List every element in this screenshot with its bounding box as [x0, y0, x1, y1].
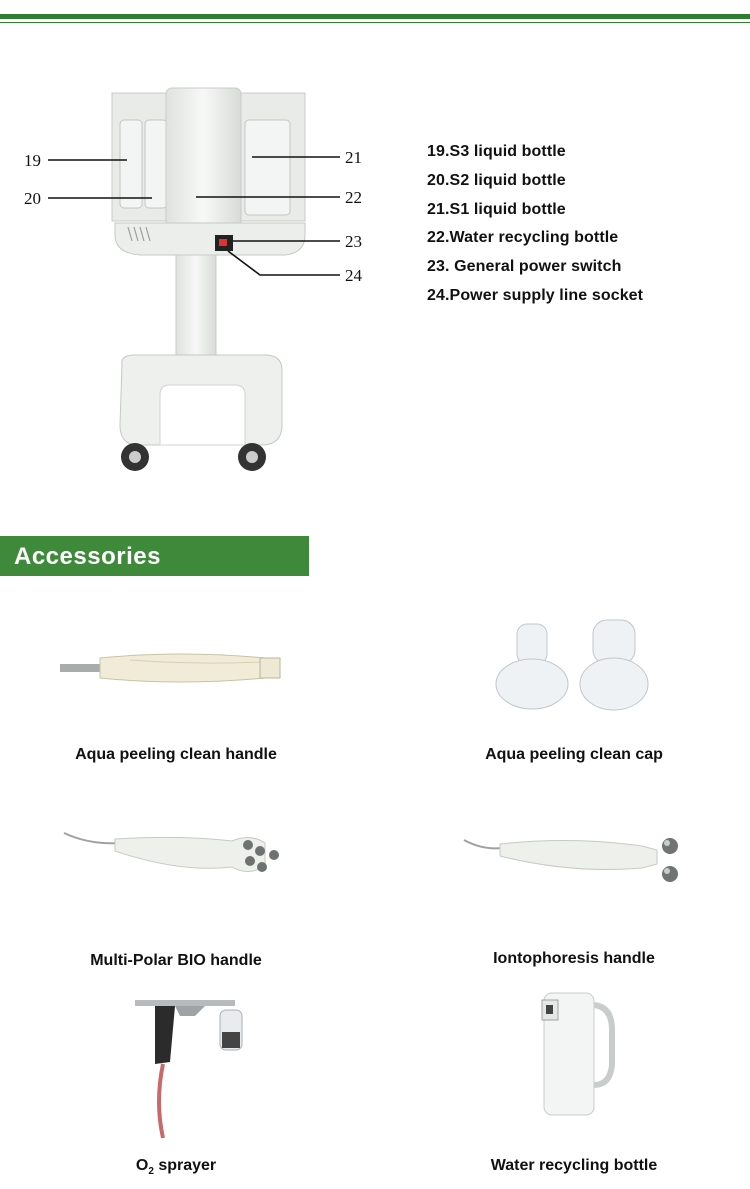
callout-24: 24 [345, 266, 362, 285]
caption-multi-polar-bio-handle: Multi-Polar BIO handle [90, 952, 262, 969]
caption-aqua-peeling-handle: Aqua peeling clean handle [75, 746, 277, 763]
callout-20: 20 [24, 189, 41, 208]
caption-o2-sprayer: $O_2$ sprayer [135, 1157, 217, 1178]
part-item: 19.S3 liquid bottle [427, 143, 566, 160]
caption-water-recycling-bottle: Water recycling bottle [490, 1157, 658, 1174]
top-rule [0, 14, 750, 19]
bottle-s3 [120, 120, 142, 208]
part-item: 20.S2 liquid bottle [427, 171, 566, 189]
multi-polar-bio-handle-image [60, 825, 290, 890]
callout-21: 21 [345, 148, 362, 167]
part-item: 22.Water recycling bottle [427, 229, 619, 247]
caption-aqua-peeling-cap: Aqua peeling clean cap [485, 746, 663, 763]
bottle-s2 [145, 120, 167, 208]
callout-19: 19 [24, 151, 41, 170]
section-title: Accessories [0, 536, 309, 576]
aqua-peeling-handle-image [60, 640, 290, 700]
iontophoresis-handle-image [462, 828, 692, 893]
water-recycling-bottle-image [530, 985, 615, 1117]
caption-iontophoresis-handle: Iontophoresis handle [493, 950, 655, 967]
bottle-s1 [245, 120, 290, 215]
callout-23: 23 [345, 232, 362, 251]
water-recycling-bottle [166, 88, 241, 243]
aqua-peeling-cap-image [495, 612, 660, 717]
part-item: 24.Power supply line socket [427, 286, 644, 304]
machine-diagram [20, 85, 380, 485]
part-item: 23. General power switch [427, 258, 622, 276]
top-rule-thin [0, 22, 750, 23]
o2-sprayer-image [125, 992, 260, 1142]
parts-list [427, 138, 643, 311]
callout-22: 22 [345, 188, 362, 207]
part-item: 21.S1 liquid bottle [427, 200, 566, 218]
